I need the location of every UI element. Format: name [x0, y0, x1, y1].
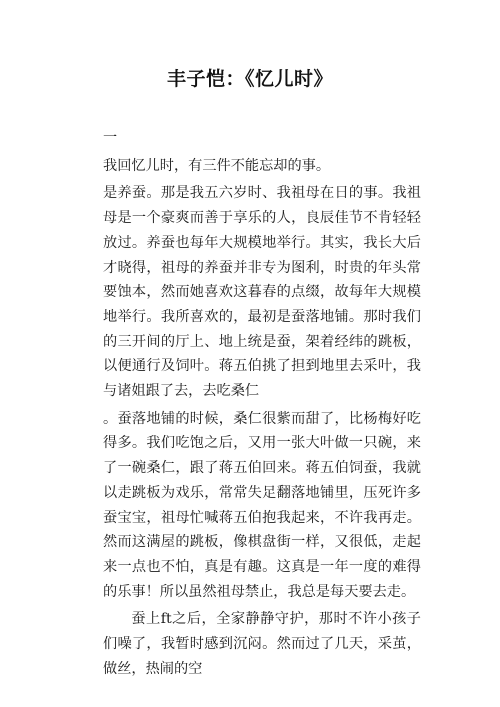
document-title: 丰子恺：《忆儿时》	[166, 68, 333, 90]
paragraph-intro: 我回忆儿时，有三件不能忘却的事。	[103, 157, 331, 174]
paragraph-cocoon: 蚕上ft之后，全家静静守护，那时不许小孩子们噪了，我暂时感到沉闷。然而过了几天，采茧，做丝，热闹的空	[103, 611, 421, 677]
document-body	[103, 126, 421, 681]
section-number: 一	[103, 130, 118, 146]
paragraph-mulberry: 。蚕落地铺的时候，桑仁很紫而甜了，比杨梅好吃得多。我们吃饱之后，又用一张大叶做一只碗，来了一碗桑仁，跟了蒋五伯回来。蒋五伯饲蚕，我就以走跳板为戏乐，常常失足翻落地铺里，压死许多蚕宝宝，祖母忙喊蒋五伯抱我起来，不许我再走。然而这满屋的跳板，像棋盘街一样，又很低，走起来一点也不怕，真是有趣。这真是一年一度的难得的乐事！所以虽然祖母禁止，我总是每天要去走。	[103, 410, 421, 600]
paragraph-silkworm: 是养蚕。那是我五六岁时、我祖母在日的事。我祖母是一个豪爽而善于享乐的人，良辰佳节不肯轻轻放过。养蚕也每年大规模地举行。其实，我长大后才晓得，祖母的养蚕并非专为图利，时贵的年头常要蚀本，然而她喜欢这暮春的点缀，故每年大规模地举行。我所喜欢的，最初是蚕落地铺。那时我们的三开间的厅上、地上统是蚕，架着经纬的跳板，以便通行及饲叶。蒋五伯挑了担到地里去采叶，我与诸姐跟了去，去吃桑仁	[103, 185, 421, 400]
